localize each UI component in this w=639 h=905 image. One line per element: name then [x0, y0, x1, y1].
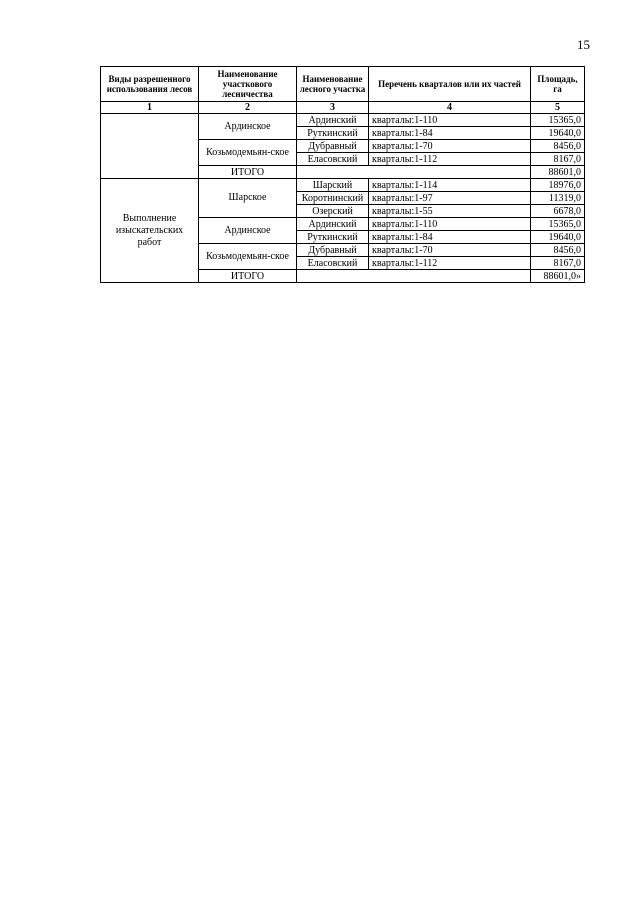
area-cell: 8456,0: [531, 140, 585, 153]
plot-cell: Ардинский: [297, 218, 369, 231]
column-number: 4: [369, 102, 531, 114]
forestry-cell: Шарское: [199, 179, 297, 218]
plot-cell: Шарский: [297, 179, 369, 192]
header-plot: Наименование лесного участка: [297, 67, 369, 102]
forestry-cell: Козьмодемьян-ское: [199, 140, 297, 166]
table-row: [101, 179, 585, 192]
plot-cell: Дубравный: [297, 140, 369, 153]
plot-cell: Руткинский: [297, 231, 369, 244]
header-area: Площадь, га: [531, 67, 585, 102]
plot-cell: Еласовский: [297, 153, 369, 166]
quarters-cell: кварталы:1-110: [369, 114, 531, 127]
forestry-cell: Ардинское: [199, 114, 297, 140]
plot-cell: Дубравный: [297, 244, 369, 257]
column-number: 1: [101, 102, 199, 114]
quarters-cell: кварталы:1-112: [369, 153, 531, 166]
total-value: 88601,0: [531, 166, 585, 179]
forestry-cell: Козьмодемьян-ское: [199, 244, 297, 270]
quarters-cell: кварталы:1-55: [369, 205, 531, 218]
total-label: ИТОГО: [199, 166, 297, 179]
forestry-cell: Ардинское: [199, 218, 297, 244]
column-number-row: [101, 102, 585, 114]
use-type-cell: [101, 114, 199, 179]
column-number: 5: [531, 102, 585, 114]
plot-cell: Коротнинский: [297, 192, 369, 205]
total-label: ИТОГО: [199, 270, 297, 283]
area-cell: 8167,0: [531, 257, 585, 270]
plot-cell: Ардинский: [297, 114, 369, 127]
area-cell: 19640,0: [531, 127, 585, 140]
column-number: 3: [297, 102, 369, 114]
quarters-cell: кварталы:1-84: [369, 127, 531, 140]
plot-cell: Руткинский: [297, 127, 369, 140]
area-cell: 8167,0: [531, 153, 585, 166]
use-type-cell: Выполнение изыскательских работ: [101, 179, 199, 283]
area-cell: 11319,0: [531, 192, 585, 205]
area-cell: 8456,0: [531, 244, 585, 257]
quarters-cell: кварталы:1-70: [369, 244, 531, 257]
table-header-row: [101, 67, 585, 102]
header-quarters: Перечень кварталов или их частей: [369, 67, 531, 102]
plot-cell: Еласовский: [297, 257, 369, 270]
quarters-cell: кварталы:1-70: [369, 140, 531, 153]
table-row: [101, 114, 585, 127]
empty-cell: [297, 166, 531, 179]
quarters-cell: кварталы:1-112: [369, 257, 531, 270]
area-cell: 18976,0: [531, 179, 585, 192]
quarters-cell: кварталы:1-84: [369, 231, 531, 244]
plot-cell: Озерский: [297, 205, 369, 218]
header-use-type: Виды разрешенного использования лесов: [101, 67, 199, 102]
quarters-cell: кварталы:1-114: [369, 179, 531, 192]
total-value: 88601,0»: [531, 270, 585, 283]
area-cell: 15365,0: [531, 114, 585, 127]
column-number: 2: [199, 102, 297, 114]
page-number: 15: [577, 37, 590, 52]
header-forestry: Наименование участкового лесничества: [199, 67, 297, 102]
area-cell: 6678,0: [531, 205, 585, 218]
area-cell: 15365,0: [531, 218, 585, 231]
forest-use-table: [100, 66, 585, 283]
empty-cell: [297, 270, 531, 283]
quarters-cell: кварталы:1-110: [369, 218, 531, 231]
quarters-cell: кварталы:1-97: [369, 192, 531, 205]
area-cell: 19640,0: [531, 231, 585, 244]
